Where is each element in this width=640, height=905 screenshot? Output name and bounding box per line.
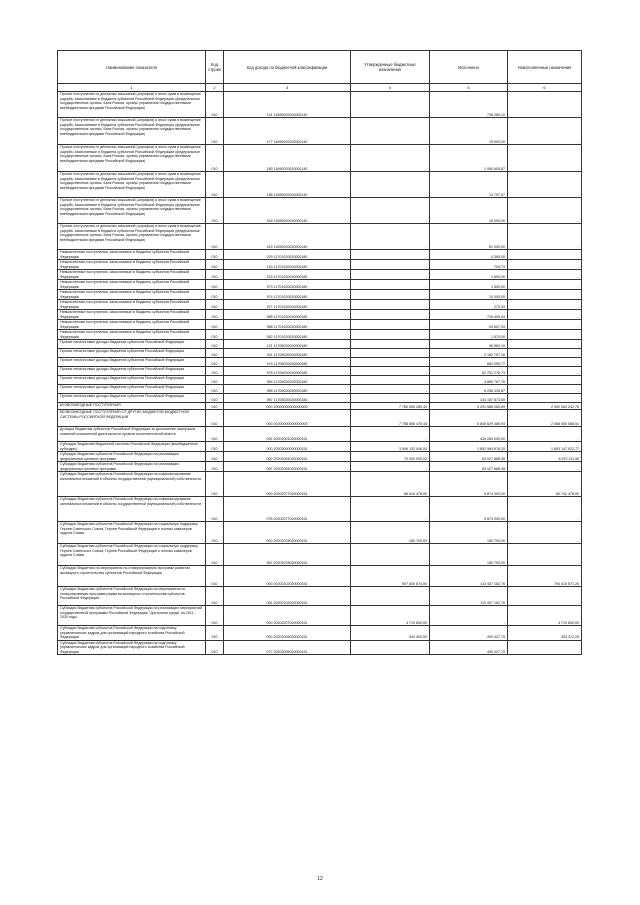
row-unexecuted: - [508, 385, 582, 394]
table-row [58, 198, 582, 224]
row-income-code: 977 11701020020000180 [224, 300, 351, 310]
table-row [58, 497, 582, 522]
row-unexecuted: - [508, 270, 582, 280]
row-executed: 434 284 000,00 [430, 427, 508, 442]
row-line-code: 010 [206, 544, 224, 566]
row-line-code: 010 [206, 330, 224, 340]
row-income-code: 000 20202051020000151 [224, 452, 351, 462]
row-approved: - [351, 544, 430, 566]
row-name: БЕЗВОЗМЕЗДНЫЕ ПОСТУПЛЕНИЯ [58, 403, 206, 410]
row-unexecuted: 2 088 050 068,51 [508, 410, 582, 427]
table-row [58, 472, 582, 497]
table-row [58, 462, 582, 472]
row-executed: 63 027 888,45 [430, 462, 508, 472]
table-row [58, 358, 582, 367]
row-line-code: 010 [206, 385, 224, 394]
row-line-code: 010 [206, 260, 224, 270]
row-executed: 19 000,00 [430, 118, 508, 145]
row-executed: -4 365,00 [430, 250, 508, 260]
row-line-code: 010 [206, 427, 224, 442]
row-name: Невыясненные поступления, зачисляемые в бюджеты субъектов Российской Федерации [58, 290, 206, 300]
row-approved: 907 825 874,00 [351, 566, 430, 587]
row-line-code: 010 [206, 522, 224, 544]
table-row [58, 172, 582, 198]
row-unexecuted: - [508, 145, 582, 172]
row-income-code: 078 20202077020000151 [224, 497, 351, 522]
row-approved: - [351, 320, 430, 330]
row-approved: - [351, 300, 430, 310]
row-approved: - [351, 224, 430, 250]
header-executed: Исполнено [430, 51, 508, 84]
table-row [58, 442, 582, 452]
row-name: БЕЗВОЗМЕЗДНЫЕ ПОСТУПЛЕНИЯ ОТ ДРУГИХ БЮДЖЕТОВ БЮДЖЕТНОЙ СИСТЕМЫ РОССИЙСКОЙ ФЕДЕРАЦИИ [58, 410, 206, 427]
row-approved: - [351, 280, 430, 290]
table-row [58, 340, 582, 349]
row-name: Субсидии бюджетам на мероприятия по стимулированию программ развития жилищного строительства субъектов Российской Федерации [58, 566, 206, 587]
row-executed: 10 000,00 [430, 290, 508, 300]
row-executed: 52 751 276,73 [430, 367, 508, 376]
row-income-code: 081 20202102020000151 [224, 587, 351, 606]
row-unexecuted: - [508, 358, 582, 367]
row-executed: 5 874 000,00 [430, 472, 508, 497]
row-line-code: 010 [206, 340, 224, 349]
row-unexecuted: - [508, 340, 582, 349]
row-name: Невыясненные поступления, зачисляемые в бюджеты субъектов Российской Федерации [58, 320, 206, 330]
row-line-code: 010 [206, 606, 224, 626]
row-unexecuted: - [508, 250, 582, 260]
row-unexecuted: - [508, 522, 582, 544]
row-income-code: 188 11690020020000140 [224, 172, 351, 198]
row-line-code: 010 [206, 452, 224, 462]
report-table [57, 50, 582, 655]
row-name: Субсидии бюджетам субъектов Российской Федерации на социальную поддержку Героев Советского Союза, Героев Российской Федерации и полных кавалеров ордена Славы [58, 544, 206, 566]
row-income-code: 984 11705020020000180 [224, 376, 351, 385]
row-unexecuted: - [508, 376, 582, 385]
row-unexecuted: 453 372,25 [508, 626, 582, 641]
header-unexecuted: Неисполненные назначения [508, 51, 582, 84]
table-row [58, 270, 582, 280]
row-executed: 96 963,10 [430, 340, 508, 349]
row-income-code: 987 20202078020000151 [224, 544, 351, 566]
row-approved: - [351, 376, 430, 385]
row-executed: 5 840 629 485,93 [430, 410, 508, 427]
table-row [58, 260, 582, 270]
row-line-code: 010 [206, 626, 224, 641]
row-name: Прочие неналоговые доходы бюджетов субъектов Российской Федерации [58, 376, 206, 385]
row-line-code: 010 [206, 145, 224, 172]
row-name: Прочие неналоговые доходы бюджетов субъектов Российской Федерации [58, 367, 206, 376]
row-name: Прочие неналоговые доходы бюджетов субъектов Российской Федерации [58, 394, 206, 403]
row-income-code: 000 20202207020000151 [224, 606, 351, 626]
header-name: Наименование показателя [58, 51, 206, 84]
row-approved: - [351, 358, 430, 367]
row-line-code: 010 [206, 394, 224, 403]
row-name: Прочие поступления от денежных взысканий (штрафов) и иных сумм в возмещение ущерба, зачисляемые в бюджеты субъектов Российской Федерации (федеральные государственные органы, Банк России, органы управления государственными внебюджетными фондами Российской Федерации) [58, 92, 206, 118]
row-name: Субсидии бюджетам субъектов Российской Федерации на подготовку управленческих кадров для организаций народного хозяйства Российской Федерации [58, 640, 206, 655]
row-name: Невыясненные поступления, зачисляемые в бюджеты субъектов Российской Федерации [58, 330, 206, 340]
row-line-code: 010 [206, 410, 224, 427]
row-unexecuted: - [508, 330, 582, 340]
row-name: Субсидии бюджетам субъектов Российской Федерации на реализацию федеральных целевых программ [58, 462, 206, 472]
table-row [58, 626, 582, 641]
row-executed: 709,74 [430, 260, 508, 270]
row-name: Субсидии бюджетам субъектов Российской Федерации на подготовку управленческих кадров для организаций народного хозяйства Российской Федерации [58, 626, 206, 641]
row-line-code: 010 [206, 403, 224, 410]
row-unexecuted: - [508, 320, 582, 330]
row-approved: - [351, 198, 430, 224]
row-executed: 716 409,44 [430, 310, 508, 320]
row-name: Прочие неналоговые доходы бюджетов субъектов Российской Федерации [58, 340, 206, 349]
row-name: Прочие неналоговые доходы бюджетов субъектов Российской Федерации [58, 358, 206, 367]
row-income-code: 000 20202000000000151 [224, 442, 351, 452]
row-executed: 6 256 335,87 [430, 385, 508, 394]
table-row [58, 224, 582, 250]
row-income-code: 000 20200000000000000 [224, 410, 351, 427]
row-line-code: 010 [206, 587, 224, 606]
table-row [58, 403, 582, 410]
row-executed: 738 283,10 [430, 92, 508, 118]
row-name: Невыясненные поступления, зачисляемые в бюджеты субъектов Российской Федерации [58, 280, 206, 290]
row-income-code: 062 11701020020000180 [224, 330, 351, 340]
row-income-code: 177 11690020020000140 [224, 118, 351, 145]
row-executed: 3 869 767,76 [430, 376, 508, 385]
row-unexecuted: 2 492 064 242,78 [508, 403, 582, 410]
row-name: Невыясненные поступления, зачисляемые в бюджеты субъектов Российской Федерации [58, 310, 206, 320]
row-executed: 5 874 000,00 [430, 497, 508, 522]
row-approved: - [351, 145, 430, 172]
row-line-code: 010 [206, 349, 224, 358]
row-approved: 7 758 856 475,44 [351, 410, 430, 427]
row-line-code: 010 [206, 320, 224, 330]
row-name: Прочие поступления от денежных взысканий (штрафов) и иных сумм в возмещение ущерба, зачисляемые в бюджеты субъектов Российской Федерации (федеральные государственные органы, Банк России, органы управления государственными внебюджетными фондами Российской Федерации) [58, 172, 206, 198]
table-row [58, 522, 582, 544]
row-line-code: 010 [206, 224, 224, 250]
row-line-code: 010 [206, 442, 224, 452]
table-row [58, 290, 582, 300]
row-name: Субсидии бюджетам субъектов Российской Федерации на социальную поддержку Героев Советского Союза, Героев Российской Федерации и полных кавалеров ордена Славы [58, 522, 206, 544]
row-line-code: 010 [206, 310, 224, 320]
row-executed: 113 407 162,76 [430, 566, 508, 587]
table-row [58, 640, 582, 655]
row-unexecuted: - [508, 172, 582, 198]
table-row [58, 320, 582, 330]
header-income-code: Код дохода по бюджетной классификации [224, 51, 351, 84]
page-number: 12 [317, 876, 323, 882]
row-unexecuted: - [508, 367, 582, 376]
table-body [58, 92, 582, 655]
row-line-code: 010 [206, 290, 224, 300]
row-income-code: 243 11701020020000180 [224, 270, 351, 280]
table-row [58, 544, 582, 566]
row-approved: - [351, 427, 430, 442]
row-executed: 61 000,00 [430, 224, 508, 250]
row-income-code: 974 11701020020000180 [224, 290, 351, 300]
row-income-code: 987 11705020020000180 [224, 394, 351, 403]
table-row [58, 606, 582, 626]
row-line-code: 010 [206, 497, 224, 522]
table-row [58, 394, 582, 403]
row-income-code: 153 11701020020000180 [224, 260, 351, 270]
row-approved: 4 719 800,00 [351, 606, 430, 626]
table-row [58, 452, 582, 462]
table-row [58, 566, 582, 587]
row-approved: - [351, 310, 430, 320]
row-approved: - [351, 385, 430, 394]
row-unexecuted: - [508, 462, 582, 472]
row-approved: - [351, 330, 430, 340]
row-line-code: 010 [206, 462, 224, 472]
row-income-code: 321 11705020020000180 [224, 349, 351, 358]
row-unexecuted: - [508, 427, 582, 442]
row-executed: 1 870,00 [430, 330, 508, 340]
row-line-code: 010 [206, 250, 224, 260]
row-approved: - [351, 270, 430, 280]
row-name: Субсидии бюджетам бюджетной системы Российской Федерации (межбюджетные субсидии) [58, 442, 206, 452]
column-number: 3 [224, 84, 351, 92]
row-approved: - [351, 92, 430, 118]
row-income-code: 000 20202009020000151 [224, 626, 351, 641]
table-row [58, 410, 582, 427]
row-executed: 2 182 797,16 [430, 349, 508, 358]
row-name: Прочие неналоговые доходы бюджетов субъектов Российской Федерации [58, 349, 206, 358]
row-income-code: 000 20202078020000151 [224, 522, 351, 544]
row-name: Прочие поступления от денежных взысканий (штрафов) и иных сумм в возмещение ущерба, зачисляемые в бюджеты субъектов Российской Федерации (федеральные государственные органы, Банк России, органы управления государственными внебюджетными фондами Российской Федерации) [58, 118, 206, 145]
column-number: 4 [351, 84, 430, 92]
row-line-code: 010 [206, 92, 224, 118]
row-approved: - [351, 349, 430, 358]
table-row [58, 349, 582, 358]
row-approved: - [351, 250, 430, 260]
row-unexecuted: - [508, 118, 582, 145]
page-marker: · · · · · · · · [593, 6, 622, 10]
table-row [58, 367, 582, 376]
row-executed: 13 797,07 [430, 172, 508, 198]
column-number: 6 [508, 84, 582, 92]
row-income-code: 180 11690020020000140 [224, 145, 351, 172]
row-income-code: 985 11705020020000180 [224, 385, 351, 394]
row-executed: 1 950 605,87 [430, 145, 508, 172]
row-executed: 882 090,77 [430, 358, 508, 367]
header-approved: Утвержденные бюджетные назначения [351, 51, 430, 84]
row-line-code: 010 [206, 472, 224, 497]
row-approved: 7 780 650 289,40 [351, 403, 430, 410]
row-line-code: 010 [206, 566, 224, 587]
row-executed: - [430, 606, 508, 626]
table-row [58, 427, 582, 442]
row-income-code: 974 11705020020000180 [224, 358, 351, 367]
row-approved: - [351, 394, 430, 403]
row-unexecuted: - [508, 300, 582, 310]
column-number: 1 [58, 84, 206, 92]
row-unexecuted: 80 742 478,00 [508, 472, 582, 497]
row-name: Субсидии бюджетам субъектов Российской Федерации на софинансирование капитальных вложений в объекты государственной (муниципальной) собственности [58, 497, 206, 522]
row-line-code: 010 [206, 367, 224, 376]
row-line-code: 010 [206, 172, 224, 198]
table-row [58, 300, 582, 310]
row-income-code: 092 20201001020000151 [224, 427, 351, 442]
table-row [58, 385, 582, 394]
row-approved: - [351, 462, 430, 472]
table-row [58, 330, 582, 340]
row-line-code: 010 [206, 640, 224, 655]
row-executed: 1 600,00 [430, 270, 508, 280]
row-executed: 150 700,00 [430, 544, 508, 566]
row-unexecuted: - [508, 544, 582, 566]
table-row [58, 587, 582, 606]
row-unexecuted: - [508, 260, 582, 270]
row-executed: 143 187 873,50 [430, 394, 508, 403]
row-approved: 150 700,00 [351, 522, 430, 544]
row-approved: - [351, 497, 430, 522]
row-unexecuted: - [508, 640, 582, 655]
row-executed: 1 652 984 676,20 [430, 442, 508, 452]
table-row [58, 280, 582, 290]
row-line-code: 010 [206, 358, 224, 367]
row-line-code: 010 [206, 270, 224, 280]
row-unexecuted: - [508, 349, 582, 358]
row-approved: - [351, 290, 430, 300]
row-approved: - [351, 367, 430, 376]
row-name: Субсидии бюджетам субъектов Российской Федерации на реализацию мероприятий государственной программы Российской Федерации "Доступная среда" на 2011 - 2020 годы [58, 606, 206, 626]
row-name: Субсидии бюджетам субъектов Российской Федерации на реализацию федеральных целевых программ [58, 452, 206, 462]
row-income-code: 973 11701020020000180 [224, 280, 351, 290]
row-income-code: 978 11705020020000180 [224, 367, 351, 376]
row-unexecuted: - [508, 497, 582, 522]
row-name: Прочие поступления от денежных взысканий (штрафов) и иных сумм в возмещение ущерба, зачисляемые в бюджеты субъектов Российской Федерации (федеральные государственные органы, Банк России, органы управления государственными внебюджетными фондами Российской Федерации) [58, 145, 206, 172]
row-approved: - [351, 587, 430, 606]
row-unexecuted: 1 853 147 022,77 [508, 442, 582, 452]
row-income-code: 000 20000000000000000 [224, 403, 351, 410]
row-approved: 3 506 132 046,00 [351, 442, 430, 452]
row-approved: - [351, 118, 430, 145]
column-number: 2 [206, 84, 224, 92]
row-unexecuted: 6 972 111,55 [508, 452, 582, 462]
row-unexecuted: - [508, 310, 582, 320]
row-income-code: 000 20202077020000151 [224, 472, 351, 497]
row-income-code: 318 11690020020000140 [224, 198, 351, 224]
row-income-code: 000 20202102020000151 [224, 566, 351, 587]
row-line-code: 010 [206, 300, 224, 310]
row-name: Невыясненные поступления, зачисляемые в бюджеты субъектов Российской Федерации [58, 260, 206, 270]
row-unexecuted: - [508, 198, 582, 224]
row-income-code: 985 11701020020000180 [224, 310, 351, 320]
row-approved: - [351, 260, 430, 270]
row-executed: 5 291 586 265,69 [430, 403, 508, 410]
row-unexecuted: - [508, 280, 582, 290]
row-unexecuted: - [508, 587, 582, 606]
table-row [58, 376, 582, 385]
row-name: Невыясненные поступления, зачисляемые в бюджеты субъектов Российской Федерации [58, 250, 206, 260]
row-income-code: 077 20202009020000151 [224, 640, 351, 655]
row-unexecuted: - [508, 394, 582, 403]
row-name: Невыясненные поступления, зачисляемые в бюджеты субъектов Российской Федерации [58, 270, 206, 280]
row-income-code: 029 11701020020000180 [224, 250, 351, 260]
row-income-code: 988 11701020020000180 [224, 320, 351, 330]
row-income-code: 087 20202051020000151 [224, 462, 351, 472]
column-number-row [58, 84, 582, 92]
row-income-code: 415 11690020020000140 [224, 224, 351, 250]
row-approved: 86 616 478,00 [351, 472, 430, 497]
row-executed: 63 027 888,45 [430, 452, 508, 462]
row-executed: 1 500,00 [430, 280, 508, 290]
row-income-code: 121 11705020020000180 [224, 340, 351, 349]
row-income-code: 141 11690020020000140 [224, 92, 351, 118]
row-name: Прочие поступления от денежных взысканий (штрафов) и иных сумм в возмещение ущерба, зачисляемые в бюджеты субъектов Российской Федерации (федеральные государственные органы, Банк России, органы управления государственными внебюджетными фондами Российской Федерации) [58, 198, 206, 224]
row-approved: - [351, 340, 430, 349]
row-approved: 70 000 000,00 [351, 452, 430, 462]
row-line-code: 010 [206, 376, 224, 385]
row-executed: 490 027,75 [430, 640, 508, 655]
table-header-row [58, 51, 582, 84]
row-line-code: 010 [206, 118, 224, 145]
row-name: Дотации бюджетам субъектов Российской Федерации за достижение наилучших значений показателей деятельности органов исполнительной власти [58, 427, 206, 442]
table-row [58, 250, 582, 260]
row-name: Субсидии бюджетам субъектов Российской Федерации на мероприятия по стимулированию программ развития жилищного строительства субъектов Российской Федерации [58, 587, 206, 606]
row-approved: 944 400,00 [351, 626, 430, 641]
row-executed: 113 407 162,76 [430, 587, 508, 606]
table-row [58, 310, 582, 320]
row-name: Субсидии бюджетам субъектов Российской Федерации на софинансирование капитальных вложений в объекты государственной (муниципальной) собственности [58, 472, 206, 497]
row-executed: 15 000,00 [430, 198, 508, 224]
row-name: Прочие неналоговые доходы бюджетов субъектов Российской Федерации [58, 385, 206, 394]
row-unexecuted: 794 418 671,25 [508, 566, 582, 587]
row-executed: 270,33 [430, 300, 508, 310]
row-unexecuted: - [508, 92, 582, 118]
table-row [58, 145, 582, 172]
row-unexecuted: - [508, 290, 582, 300]
row-approved: - [351, 172, 430, 198]
row-executed: 94 607,33 [430, 320, 508, 330]
row-line-code: 010 [206, 280, 224, 290]
row-line-code: 010 [206, 198, 224, 224]
row-executed: 490 027,75 [430, 626, 508, 641]
row-unexecuted: - [508, 224, 582, 250]
row-name: Невыясненные поступления, зачисляемые в бюджеты субъектов Российской Федерации [58, 300, 206, 310]
column-number: 5 [430, 84, 508, 92]
row-name: Прочие поступления от денежных взысканий (штрафов) и иных сумм в возмещение ущерба, зачисляемые в бюджеты субъектов Российской Федерации (федеральные государственные органы, Банк России, органы управления государственными внебюджетными фондами Российской Федерации) [58, 224, 206, 250]
row-unexecuted: 4 719 800,00 [508, 606, 582, 626]
header-code: Код строки [206, 51, 224, 84]
table-row [58, 92, 582, 118]
table-row [58, 118, 582, 145]
row-approved: - [351, 640, 430, 655]
row-executed: 150 700,00 [430, 522, 508, 544]
